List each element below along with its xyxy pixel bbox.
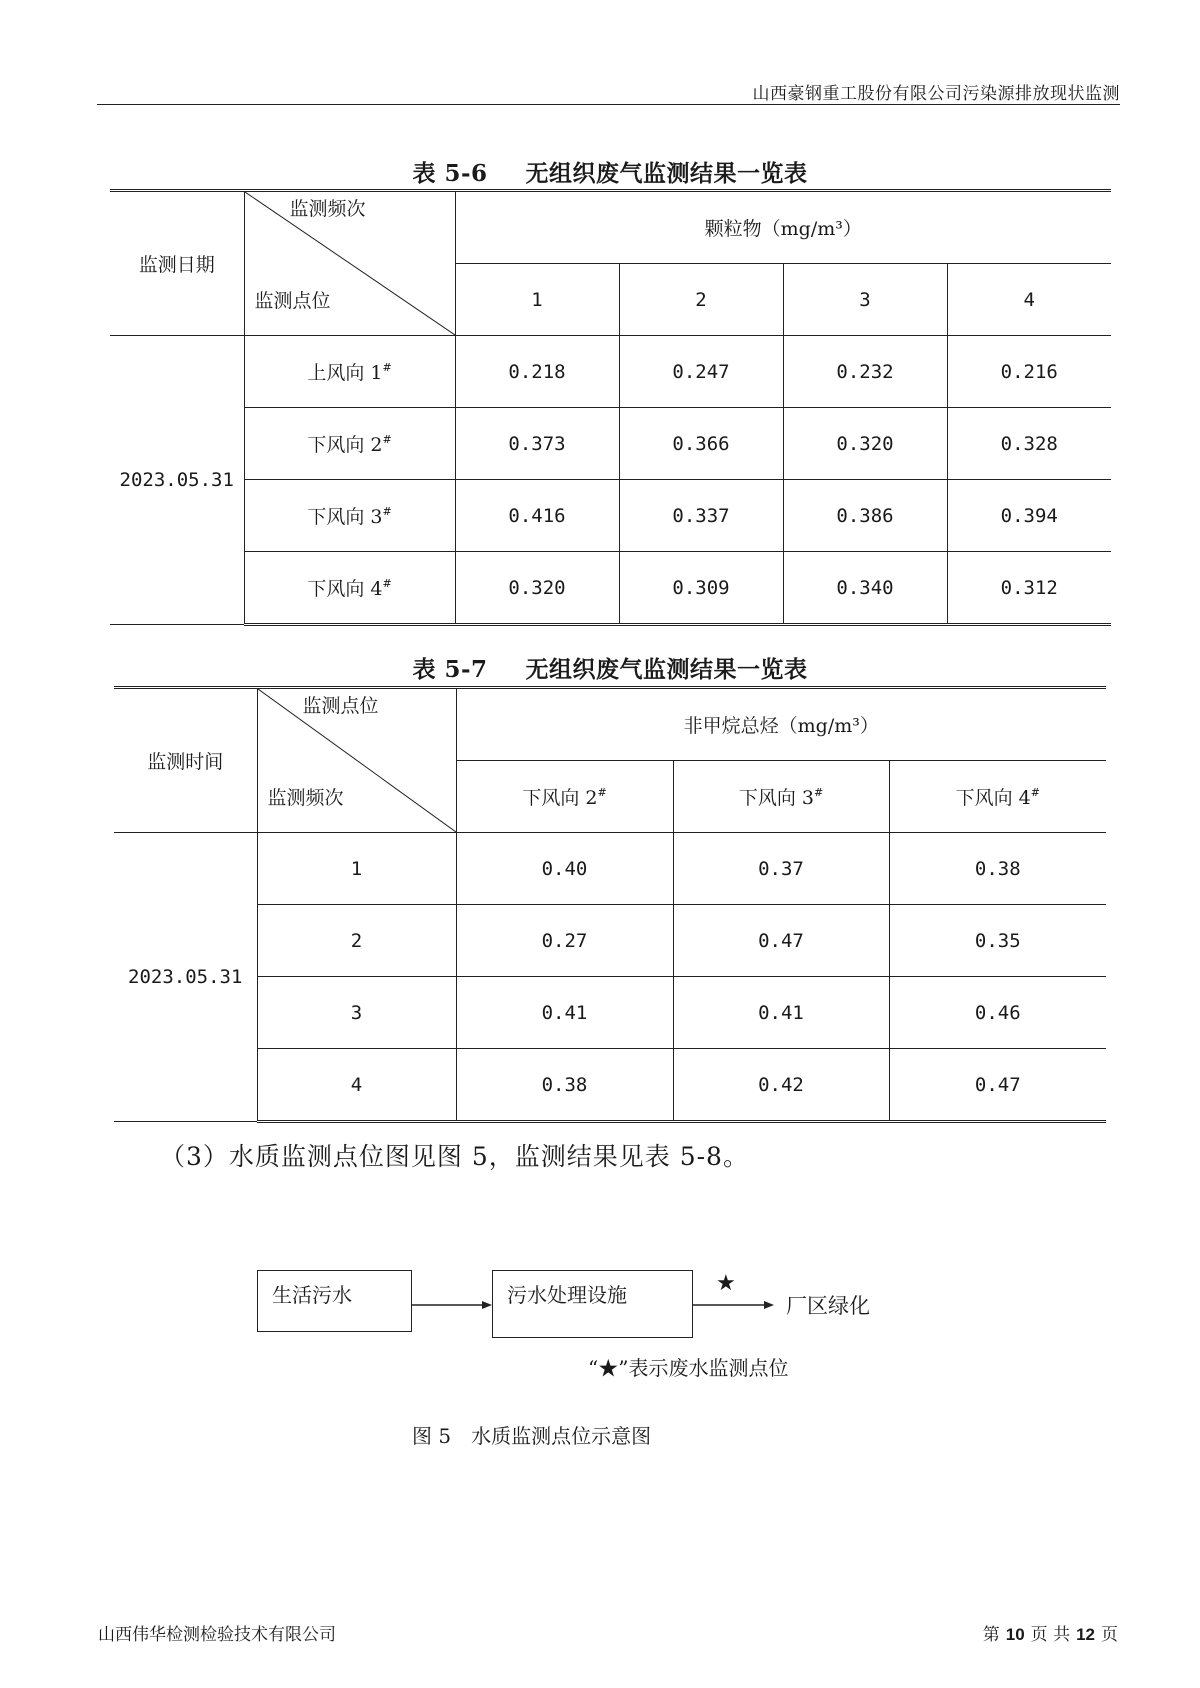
table-cell: 0.337 — [619, 480, 783, 552]
table-row — [110, 480, 1111, 552]
table-cell: 0.373 — [455, 408, 619, 480]
table7-parameter: 非甲烷总烃（mg/m³） — [456, 688, 1106, 761]
flow-box-domestic-sewage: 生活污水 — [257, 1270, 412, 1332]
table7-col-header: 下风向 2# — [456, 761, 673, 833]
table7-row-label: 3 — [257, 977, 456, 1049]
table-cell: 0.27 — [456, 905, 673, 977]
table-cell: 0.232 — [783, 336, 947, 408]
table-cell: 0.40 — [456, 833, 673, 905]
table6-row-label: 下风向 2# — [244, 408, 455, 480]
table-cell: 0.309 — [619, 552, 783, 625]
table-cell: 0.38 — [889, 833, 1106, 905]
table6-caption — [0, 155, 1200, 188]
table6-row-label: 下风向 3# — [244, 480, 455, 552]
figure-caption: 图 5 水质监测点位示意图 — [412, 1424, 652, 1448]
table-cell: 0.216 — [947, 336, 1111, 408]
table-cell: 0.46 — [889, 977, 1106, 1049]
table-row — [114, 1049, 1106, 1122]
table-cell: 0.320 — [783, 408, 947, 480]
header-company: 山西豪钢重工股份有限公司污染源排放现状监测 — [752, 84, 1120, 104]
table-row — [110, 552, 1111, 625]
table-cell: 0.312 — [947, 552, 1111, 625]
table7-row-label: 2 — [257, 905, 456, 977]
table-row — [114, 905, 1106, 977]
table6-date: 2023.05.31 — [110, 336, 244, 625]
table6-col-header: 4 — [947, 264, 1111, 336]
body-paragraph: （3）水质监测点位图见图 5，监测结果见表 5-8。 — [160, 1142, 749, 1171]
table7-corner-bottom: 监测频次 — [267, 787, 344, 809]
table7-caption-number: 表 5-7 — [412, 656, 488, 683]
table-cell: 0.386 — [783, 480, 947, 552]
footer-company: 山西伟华检测检验技术有限公司 — [98, 1625, 336, 1645]
table6-row-label: 上风向 1# — [244, 336, 455, 408]
table7-corner-top: 监测点位 — [302, 695, 379, 717]
table-row — [114, 833, 1106, 905]
table-cell: 0.35 — [889, 905, 1106, 977]
table6-caption-number: 表 5-6 — [412, 160, 488, 187]
table6-corner-top: 监测频次 — [289, 198, 366, 220]
table7-row-label: 4 — [257, 1049, 456, 1122]
table6-col-header: 2 — [619, 264, 783, 336]
table-cell: 0.218 — [455, 336, 619, 408]
table6-row-header: 监测日期 — [110, 191, 244, 336]
flow-target-greening: 厂区绿化 — [786, 1294, 870, 1318]
table-cell: 0.47 — [889, 1049, 1106, 1122]
table7-caption-title: 无组织废气监测结果一览表 — [525, 656, 808, 683]
table6-col-header: 3 — [783, 264, 947, 336]
table-row — [114, 977, 1106, 1049]
table-cell: 0.366 — [619, 408, 783, 480]
table-cell: 0.41 — [673, 977, 889, 1049]
table-cell: 0.42 — [673, 1049, 889, 1122]
table-cell: 0.37 — [673, 833, 889, 905]
table7 — [114, 686, 1106, 1123]
table7-col-header: 下风向 4# — [889, 761, 1106, 833]
table7-caption — [0, 651, 1200, 684]
table-row — [110, 336, 1111, 408]
table6-parameter: 颗粒物（mg/m³） — [455, 191, 1111, 264]
table7-col-header: 下风向 3# — [673, 761, 889, 833]
table6-corner-bottom: 监测点位 — [254, 290, 331, 312]
table6 — [110, 189, 1111, 626]
table7-date: 2023.05.31 — [114, 833, 257, 1122]
table6-caption-title: 无组织废气监测结果一览表 — [525, 160, 808, 187]
table-cell: 0.416 — [455, 480, 619, 552]
footer-page-number: 第 10 页 共 12 页 — [982, 1625, 1118, 1645]
star-icon: ★ — [716, 1271, 736, 1296]
header-divider — [97, 104, 1120, 105]
table-cell: 0.38 — [456, 1049, 673, 1122]
table-cell: 0.320 — [455, 552, 619, 625]
table-cell: 0.247 — [619, 336, 783, 408]
diagram-legend: “★”表示废水监测点位 — [588, 1356, 789, 1380]
table-cell: 0.328 — [947, 408, 1111, 480]
table6-corner-cell — [244, 191, 455, 336]
table-cell: 0.41 — [456, 977, 673, 1049]
table-row — [110, 408, 1111, 480]
table6-row-label: 下风向 4# — [244, 552, 455, 625]
table6-col-header: 1 — [455, 264, 619, 336]
table-cell: 0.340 — [783, 552, 947, 625]
table-cell: 0.47 — [673, 905, 889, 977]
table7-row-label: 1 — [257, 833, 456, 905]
table7-row-header: 监测时间 — [114, 688, 257, 833]
table7-corner-cell — [257, 688, 456, 833]
table-cell: 0.394 — [947, 480, 1111, 552]
flow-box-treatment-facility: 污水处理设施 — [492, 1270, 693, 1338]
